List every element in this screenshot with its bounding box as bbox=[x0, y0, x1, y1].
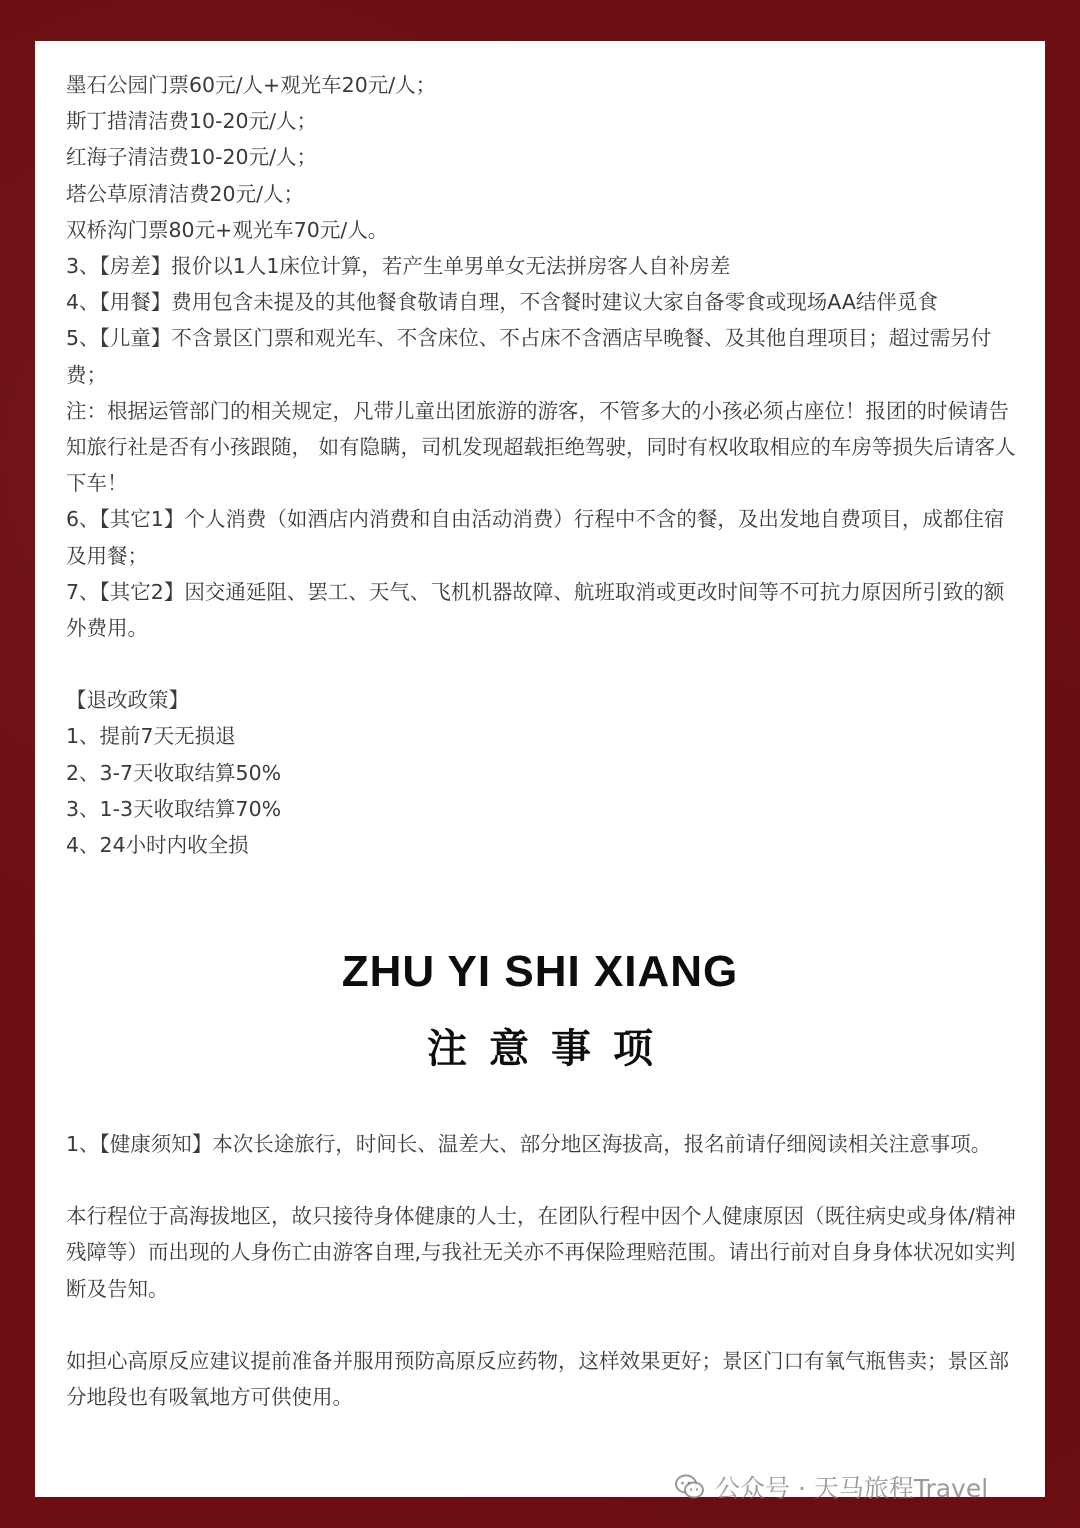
room-difference-item: 3、【房差】报价以1人1床位计算，若产生单男单女无法拼房客人自补房差 bbox=[66, 254, 731, 279]
refund-policy-line: 1、提前7天无损退 bbox=[66, 724, 236, 749]
watermark-text: 公众号 · 天马旅程Travel bbox=[715, 1474, 989, 1503]
other-1-item: 6、【其它1】个人消费（如酒店内消费和自由活动消费）行程中不含的餐，及出发地自费项目，成都住宿及用餐； bbox=[66, 507, 1005, 568]
notices-section bbox=[66, 1126, 1021, 1415]
section-title-pinyin: ZHU YI SHI XIANG bbox=[341, 947, 739, 996]
section-title-chinese: 注意事项 bbox=[427, 1026, 675, 1072]
refund-policy-line: 2、3-7天收取结算50% bbox=[66, 760, 282, 785]
other-2-item: 7、【其它2】因交通延阻、罢工、天气、飞机机器故障、航班取消或更改时间等不可抗力原因所引致的额外费用。 bbox=[66, 579, 1005, 641]
fee-line: 塔公草原清洁费20元/人； bbox=[66, 181, 304, 206]
altitude-notice: 本行程位于高海拔地区，故只接待身体健康的人士，在团队行程中因个人健康原因（既往病史或身体/精神残障等）而出现的人身伤亡由游客自理,与我社无关亦不再保险理赔范围。请出行前对自身身体状况如实判断及告知。 bbox=[66, 1204, 1016, 1301]
health-notice: 1、【健康须知】本次长途旅行，时间长、温差大、部分地区海拔高，报名前请仔细阅读相关注意事项。 bbox=[66, 1132, 992, 1156]
spacer bbox=[66, 1307, 1021, 1343]
children-item: 5、【儿童】不含景区门票和观光车、不含床位、不占床不含酒店早晚餐、及其他自理项目；超过需另付费； bbox=[66, 326, 992, 387]
refund-policy-line: 3、1-3天收取结算70% bbox=[66, 796, 282, 821]
fees-section bbox=[66, 67, 1021, 863]
meals-item: 4、【用餐】费用包含未提及的其他餐食敬请自理，不含餐时建议大家自备零食或现场AA结伴觅食 bbox=[66, 290, 938, 315]
spacer bbox=[66, 1162, 1021, 1198]
medicine-notice: 如担心高原反应建议提前准备并服用预防高原反应药物，这样效果更好；景区门口有氧气瓶售卖；景区部分地段也有吸氧地方可供使用。 bbox=[66, 1348, 1009, 1410]
document-page bbox=[35, 41, 1045, 1503]
fee-line: 红海子清洁费10-20元/人； bbox=[66, 145, 317, 170]
spacer bbox=[66, 646, 1021, 682]
fee-line: 墨石公园门票60元/人+观光车20元/人； bbox=[66, 73, 437, 97]
fee-line: 双桥沟门票80元+观光车70元/人。 bbox=[66, 217, 389, 242]
refund-policy-heading: 【退改政策】 bbox=[66, 688, 189, 713]
fee-line: 斯丁措清洁费10-20元/人； bbox=[66, 109, 317, 134]
children-note: 注：根据运管部门的相关规定，凡带儿童出团旅游的游客，不管多大的小孩必须占座位！报团的时候请告知旅行社是否有小孩跟随， 如有隐瞒，司机发现超载拒绝驾驶，同时有权收取相应的车房等损失后请客人下车！ bbox=[66, 398, 1016, 496]
watermark bbox=[675, 1467, 988, 1507]
refund-policy-line: 4、24小时内收全损 bbox=[66, 833, 249, 858]
wechat-icon bbox=[675, 1474, 705, 1500]
